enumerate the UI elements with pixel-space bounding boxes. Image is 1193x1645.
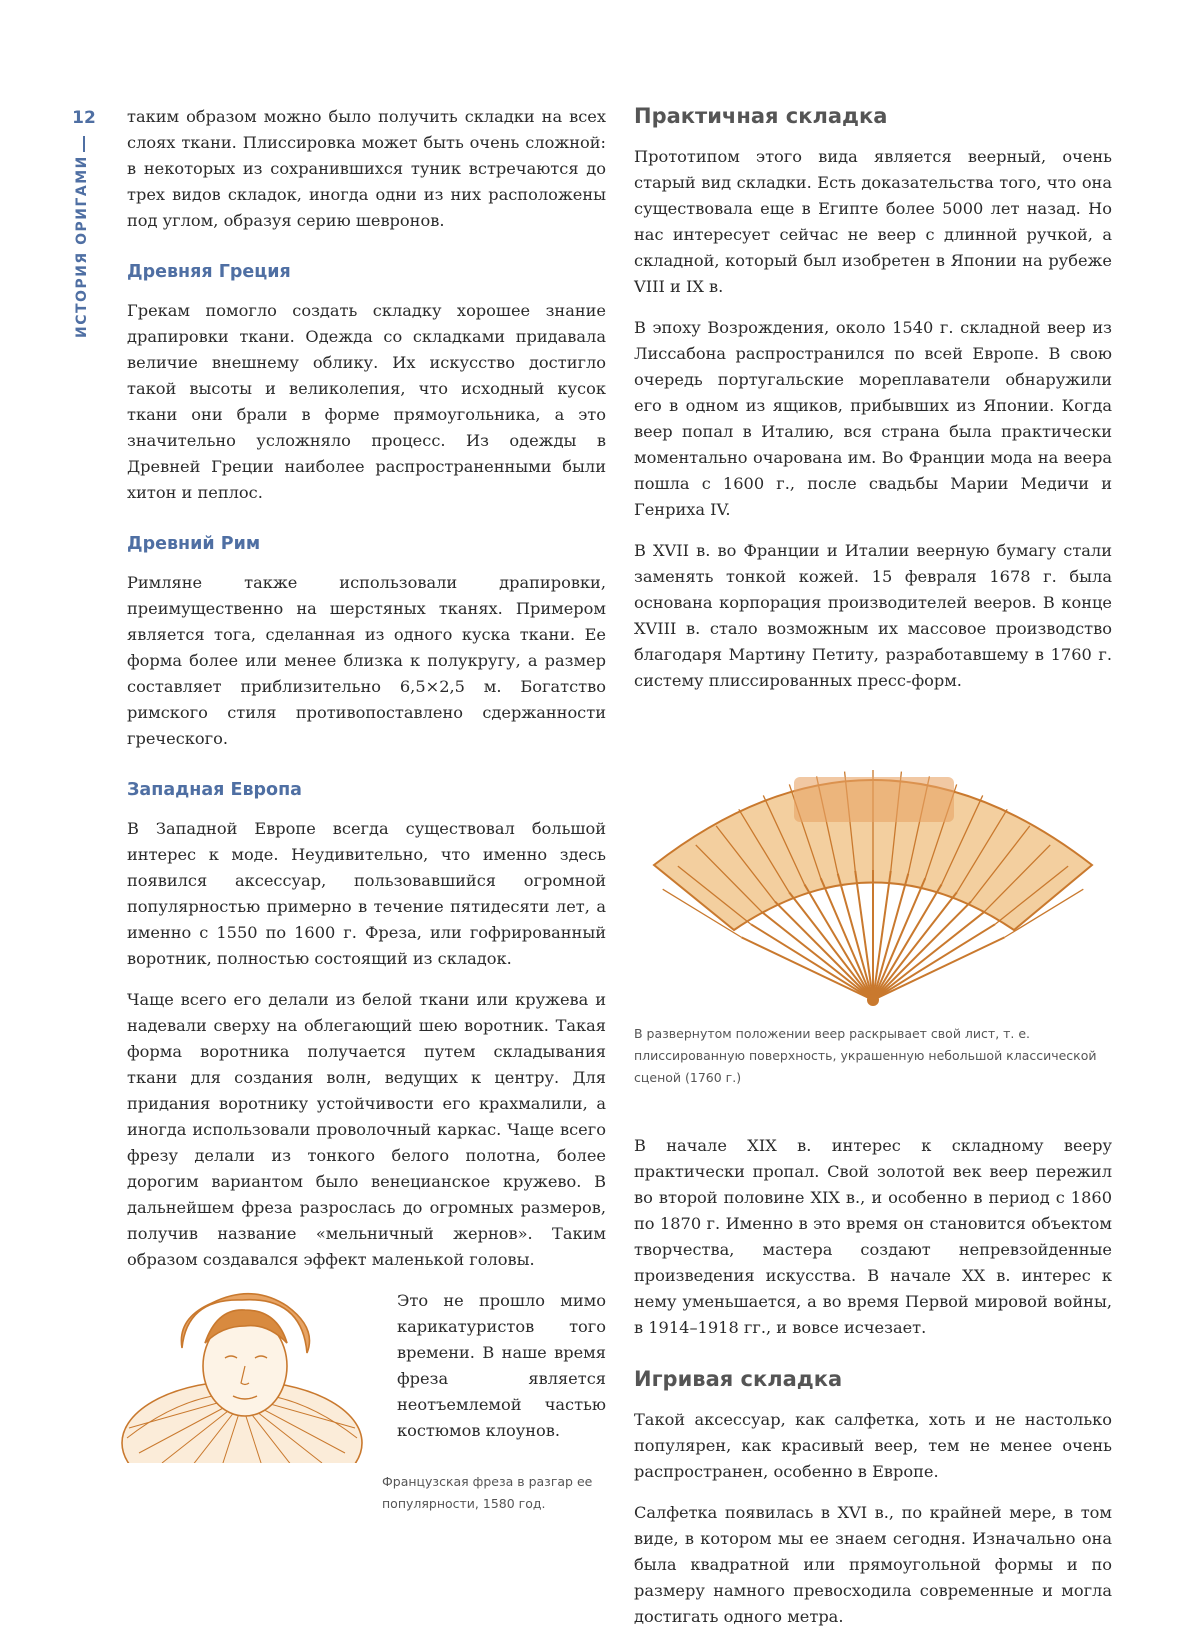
sidebar-divider [83,136,85,152]
ruff-caption-line-1: Французская фреза в разгар ее [382,1474,593,1489]
page-number: 12 [72,108,96,128]
heading-practical-fold: Практичная складка [634,104,888,128]
heading-playful-fold: Игривая складка [634,1367,843,1391]
practical-paragraph-2: В эпоху Возрождения, около 1540 г. складной веер из Лиссабона распространился по всей Европе. В свою очередь португальские мореплаватели обнаружили его в одном из ящиков, прибывших из Японии. Когда веер попал в Италию, вся страна была практически моментально очарована им. Во Франции мода на веера пошла с 1600 г., после свадьбы Марии Медичи и Генриха IV. [634,318,1112,519]
europe-paragraph-3: Это не прошло мимо карикатуристов того времени. В наше время фреза является неотъемлемой частью костюмов клоунов. [397,1291,606,1440]
fan-caption: В развернутом положении веер раскрывает свой лист, т. е. плиссированную поверхность, украшенную небольшой классической сценой (1760 г.) [634,1026,1097,1085]
left-column [127,104,606,1515]
europe-paragraph-1: В Западной Европе всегда существовал большой интерес к моде. Неудивительно, что именно здесь появился аксессуар, пользовавшийся огромной популярностью примерно в течение пятидесяти лет, а именно с 1550 по 1600 г. Фреза, или гофрированный воротник, полностью состоящий из складок. [127,819,606,968]
heading-western-europe: Западная Европа [127,780,302,800]
practical-paragraph-3: В XVII в. во Франции и Италии веерную бумагу стали заменять тонкой кожей. 15 февраля 1678 г. была основана корпорация производителей вееров. В конце XVIII в. стало возможным их массовое производство благодаря Мартину Петиту, разработавшему в 1760 г. систему плиссированных пресс-форм. [634,541,1112,690]
right-column [634,104,1112,1645]
heading-ancient-greece: Древняя Греция [127,262,291,282]
playful-paragraph-2: Салфетка появилась в XVI в., по крайней мере, в том виде, в котором мы ее знаем сегодня. Изначально она была квадратной или прямоугольной формы и по размеру намного превосходила современные и могла достигать одного метра. [634,1503,1112,1626]
ruff-caption-line-2: популярности, 1580 год. [382,1496,546,1511]
intro-paragraph: таким образом можно было получить складки на всех слоях ткани. Плиссировка может быть очень сложной: в некоторых из сохранившихся туник встречаются до трех видов складок, иногда одни из них расположены под углом, образуя серию шевронов. [127,107,606,230]
ruff-caption [382,1471,602,1515]
woman-with-ruff-collar-icon [117,1288,397,1463]
page-sidebar [66,108,102,338]
europe-paragraph-2: Чаще всего его делали из белой ткани или кружева и надевали сверху на облегающий шею воротник. Такая форма воротника получается путем складывания ткани для создания волн, ведущих к центру. Для придания воротнику устойчивости его крахмалили, а иногда использовали проволочный каркас. Чаще всего фрезу делали из тонкого белого полотна, более дорогим вариантом было венецианское кружево. В дальнейшем фреза разрослась до огромных размеров, получив название «мельничный жернов». Таким образом создавался эффект маленькой головы. [127,990,606,1269]
greece-paragraph: Грекам помогло создать складку хорошее знание драпировки ткани. Одежда со складками придавала величие внешнему облику. Их искусство достигло такой высоты и великолепия, что исходный кусок ткани они брали в форме прямоугольника, а это значительно усложняло процесс. Из одежды в Древней Греции наиболее распространенными были хитон и пеплос. [127,301,606,502]
rome-paragraph: Римляне также использовали драпировки, преимущественно на шерстяных тканях. Примером является тога, сделанная из одного куска ткани. Ее форма более или менее близка к полукругу, а размер составляет приблизительно 6,5×2,5 м. Богатство римского стиля противопоставлено сдержанности греческого. [127,573,606,748]
section-title: ИСТОРИЯ ОРИГАМИ [74,155,90,338]
playful-paragraph-1: Такой аксессуар, как салфетка, хоть и не настолько популярен, как красивый веер, тем не менее очень распространен, особенно в Европе. [634,1410,1112,1481]
practical-paragraph-1: Прототипом этого вида является веерный, очень старый вид складки. Есть доказательства того, что она существовала еще в Египте более 5000 лет назад. Но нас интересует сейчас не веер с длинной ручкой, а складной, который был изобретен в Японии на рубеже VIII и IX в. [634,147,1112,296]
folding-fan-1760-icon [634,715,1112,1011]
practical-paragraph-4: В начале XIX в. интерес к складному вееру практически пропал. Свой золотой век веер пережил во второй половине XIX в., и особенно в период с 1860 по 1870 г. Именно в это время он становится объектом творчества, мастера создают непревзойденные произведения искусства. В начале XX в. интерес к нему уменьшается, а во время Первой мировой войны, в 1914–1918 гг., и вовсе исчезает. [634,1136,1112,1337]
heading-ancient-rome: Древний Рим [127,534,261,554]
